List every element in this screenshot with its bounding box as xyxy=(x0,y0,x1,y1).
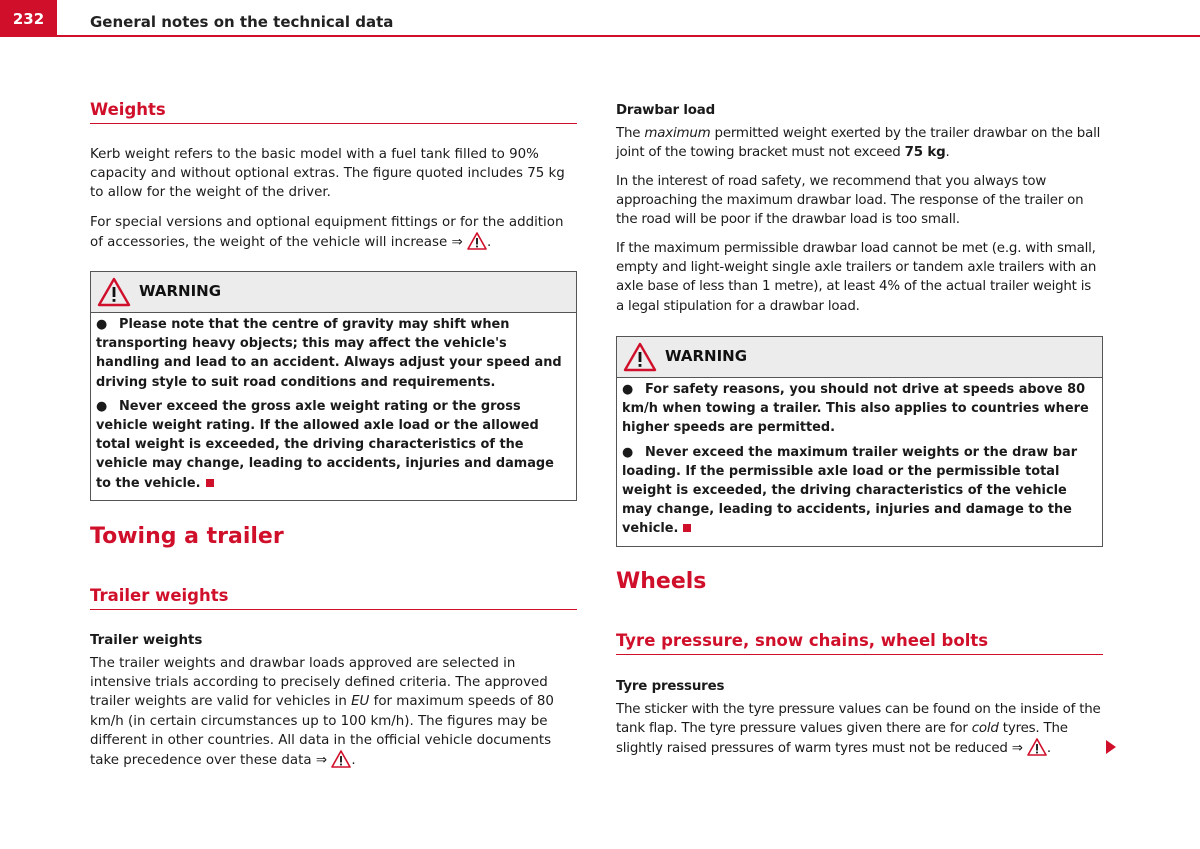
warning-box-towing xyxy=(616,336,1103,547)
bullet: ● xyxy=(96,317,108,332)
warning-box-weights xyxy=(90,271,577,501)
trailer-p-italic: EU xyxy=(351,694,370,710)
drawbar-p3-text: If the maximum permissible drawbar load cannot be met (e.g. with small, empty and light-weight single axle trailers or tandem axle trailers with an axle base of less than 1 metre), at least 4% of the actual trailer weight is a legal stipulation for a drawbar load. xyxy=(616,241,1097,314)
warning-triangle-icon xyxy=(623,342,657,372)
warning-body xyxy=(91,313,576,500)
weights-p2-text: For special versions and optional equipment fittings or for the addition of accessories, the weight of the vehicle will increase xyxy=(90,215,564,251)
warning-item-text: Please note that the centre of gravity may shift when transporting heavy objects; this may affect the vehicle's handling and lead to an accident. Always adjust your speed and driving style to suit road conditions and requirements. xyxy=(96,317,562,390)
end-of-section-marker xyxy=(206,479,214,487)
warning-triangle-icon xyxy=(97,277,131,307)
warning-item-text: For safety reasons, you should not drive at speeds above 80 km/h when towing a trailer. This also applies to countries where higher speeds are permitted. xyxy=(622,382,1089,436)
weights-paragraph-1 xyxy=(90,145,577,203)
trailer-weights-subhead: Trailer weights xyxy=(90,633,203,648)
header-rule xyxy=(57,35,1200,37)
warning-triangle-icon[interactable] xyxy=(1027,738,1047,756)
drawbar-p1-b: permitted weight exerted by the trailer drawbar on the ball joint of the towing bracket must not exceed xyxy=(616,126,1101,161)
bullet: ● xyxy=(96,398,108,414)
warning-item xyxy=(622,380,1096,438)
tyre-pressure-heading: Tyre pressure, snow chains, wheel bolts xyxy=(616,631,1103,655)
warning-body xyxy=(617,378,1102,546)
drawbar-paragraph-1 xyxy=(616,124,1103,162)
end-of-section-marker xyxy=(683,524,691,532)
tyre-p-italic: cold xyxy=(971,721,999,737)
drawbar-p1-italic: maximum xyxy=(644,126,711,141)
page-header-title: General notes on the technical data xyxy=(90,13,394,31)
towing-title: Towing a trailer xyxy=(90,524,284,549)
trailer-p-text-b: for maximum speeds of 80 km/h (in certain circumstances up to 100 km/h). The figures may be different in other countries. All data in the official vehicle documents take precedence over these data xyxy=(90,694,554,769)
trailer-weights-paragraph xyxy=(90,654,577,770)
weights-heading: Weights xyxy=(90,100,577,124)
drawbar-p1-bold: 75 kg xyxy=(904,145,946,161)
warning-item xyxy=(96,315,570,392)
warning-item-text: Never exceed the gross axle weight rating or the gross vehicle weight rating. If the allowed axle load or the allowed total weight is exceeded, the driving characteristics of the vehicle may change, leading to accidents, injuries and damage to the vehicle. xyxy=(96,398,554,491)
arrow-right-icon[interactable] xyxy=(1105,739,1117,755)
bullet: ● xyxy=(622,382,634,397)
warning-label: WARNING xyxy=(139,282,222,301)
tyre-p-end: . xyxy=(1046,741,1051,757)
page-number: 232 xyxy=(0,0,57,37)
tyre-pressures-paragraph xyxy=(616,700,1103,759)
warning-item-text: Never exceed the maximum trailer weights or the draw bar loading. If the permissible axle load or the permissible total weight is exceeded, the driving characteristics of the vehicle may change, leading to accidents, injuries and damage to the vehicle. xyxy=(622,444,1078,537)
drawbar-paragraph-2 xyxy=(616,172,1103,230)
weights-p2-end: . xyxy=(486,235,492,251)
wheels-title: Wheels xyxy=(616,569,707,594)
warning-triangle-icon[interactable] xyxy=(331,750,351,768)
warning-label: WARNING xyxy=(665,347,748,366)
tyre-p-text-a: The sticker with the tyre pressure values can be found on the inside of the tank flap. The tyre pressure values given there are for xyxy=(616,702,1101,737)
warning-item xyxy=(622,443,1096,539)
cross-reference-arrow: ⇒ xyxy=(315,753,328,769)
drawbar-subhead: Drawbar load xyxy=(616,103,716,118)
warning-header xyxy=(91,272,576,313)
trailer-weights-heading: Trailer weights xyxy=(90,586,577,610)
cross-reference-arrow: ⇒ xyxy=(1011,741,1023,757)
weights-paragraph-2 xyxy=(90,213,577,252)
bullet: ● xyxy=(622,444,634,460)
weights-p1-text: Kerb weight refers to the basic model with a fuel tank filled to 90% capacity and without optional extras. The figure quoted includes 75 kg to allow for the weight of the driver. xyxy=(90,147,565,201)
cross-reference-arrow: ⇒ xyxy=(451,235,463,251)
drawbar-p1-end: . xyxy=(945,145,950,161)
tyre-pressures-subhead: Tyre pressures xyxy=(616,679,725,694)
drawbar-p1-a: The xyxy=(616,126,641,141)
trailer-p-text-a: The trailer weights and drawbar loads approved are selected in intensive trials according to precisely defined criteria. The approved trailer weights are valid for vehicles in xyxy=(90,656,548,710)
tyre-p-text-b: tyres. The slightly raised pressures of warm tyres must not be reduced xyxy=(616,721,1068,757)
warning-triangle-icon[interactable] xyxy=(467,232,487,250)
drawbar-paragraph-3 xyxy=(616,239,1103,316)
trailer-p-end: . xyxy=(351,753,356,769)
warning-header xyxy=(617,337,1102,378)
drawbar-p2-text: In the interest of road safety, we recommend that you always tow approaching the maximum drawbar load. The response of the trailer on the road will be poor if the drawbar load is too small. xyxy=(616,174,1084,228)
warning-item xyxy=(96,397,570,493)
